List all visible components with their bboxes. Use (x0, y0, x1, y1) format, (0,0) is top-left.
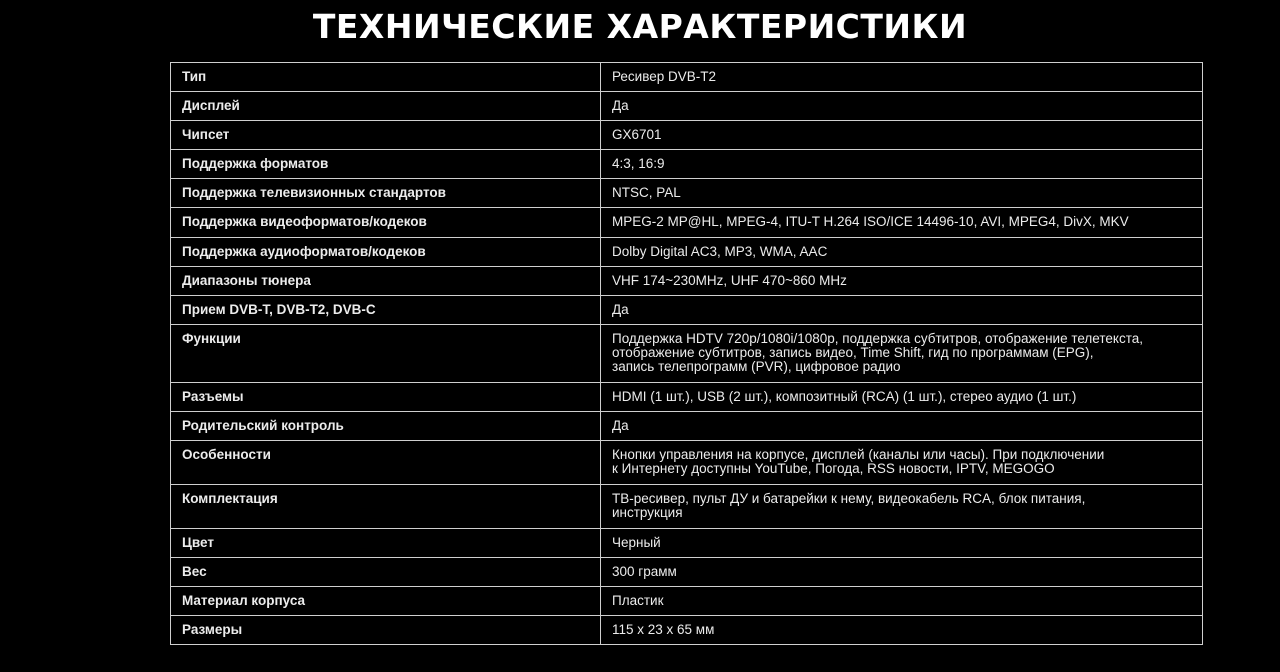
spec-value: Да (601, 296, 1203, 325)
spec-row (171, 441, 1203, 485)
spec-value: 115 x 23 x 65 мм (601, 616, 1203, 645)
spec-value: Черный (601, 529, 1203, 558)
spec-row (171, 238, 1203, 267)
spec-label: Чипсет (171, 121, 601, 150)
spec-label: Особенности (171, 441, 601, 485)
spec-value: GX6701 (601, 121, 1203, 150)
spec-row (171, 529, 1203, 558)
spec-row (171, 267, 1203, 296)
spec-row (171, 412, 1203, 441)
spec-label: Материал корпуса (171, 587, 601, 616)
spec-row (171, 587, 1203, 616)
spec-value: Кнопки управления на корпусе, дисплей (каналы или часы). При подключении к Интернету доступны YouTube, Погода, RSS новости, IPTV, MEGOGO (601, 441, 1203, 485)
spec-row (171, 92, 1203, 121)
spec-value: ТВ-ресивер, пульт ДУ и батарейки к нему, видеокабель RCA, блок питания, инструкция (601, 485, 1203, 529)
spec-label: Родительский контроль (171, 412, 601, 441)
spec-row (171, 485, 1203, 529)
spec-value: Пластик (601, 587, 1203, 616)
spec-value: Да (601, 412, 1203, 441)
spec-value: VHF 174~230MHz, UHF 470~860 MHz (601, 267, 1203, 296)
spec-value: NTSC, PAL (601, 179, 1203, 208)
spec-label: Прием DVB-T, DVB-T2, DVB-C (171, 296, 601, 325)
spec-label: Поддержка телевизионных стандартов (171, 179, 601, 208)
spec-label: Разъемы (171, 383, 601, 412)
spec-label: Размеры (171, 616, 601, 645)
spec-row (171, 616, 1203, 645)
page-title: ТЕХНИЧЕСКИЕ ХАРАКТЕРИСТИКИ (312, 7, 968, 46)
spec-row (171, 121, 1203, 150)
spec-value: Поддержка HDTV 720p/1080i/1080p, поддержка субтитров, отображение телетекста, отображение субтитров, запись видео, Time Shift, гид по программам (EPG), запись телепрограмм (PVR), цифровое радио (601, 325, 1203, 383)
spec-value: 4:3, 16:9 (601, 150, 1203, 179)
spec-row (171, 296, 1203, 325)
specs-table (170, 62, 1203, 645)
spec-label: Вес (171, 558, 601, 587)
spec-value: Ресивер DVB-T2 (601, 63, 1203, 92)
spec-row (171, 208, 1203, 238)
spec-label: Функции (171, 325, 601, 383)
spec-row (171, 383, 1203, 412)
spec-label: Поддержка аудиоформатов/кодеков (171, 238, 601, 267)
spec-label: Диапазоны тюнера (171, 267, 601, 296)
spec-row (171, 150, 1203, 179)
spec-row (171, 179, 1203, 208)
spec-value: MPEG-2 MP@HL, MPEG-4, ITU-T H.264 ISO/ICE 14496-10, AVI, MPEG4, DivX, MKV (601, 208, 1203, 238)
spec-value: HDMI (1 шт.), USB (2 шт.), композитный (RCA) (1 шт.), стерео аудио (1 шт.) (601, 383, 1203, 412)
spec-row (171, 325, 1203, 383)
spec-label: Дисплей (171, 92, 601, 121)
spec-label: Поддержка форматов (171, 150, 601, 179)
spec-label: Комплектация (171, 485, 601, 529)
spec-label: Тип (171, 63, 601, 92)
spec-value: 300 грамм (601, 558, 1203, 587)
spec-value: Dolby Digital AC3, MP3, WMA, AAC (601, 238, 1203, 267)
spec-row (171, 63, 1203, 92)
spec-label: Поддержка видеоформатов/кодеков (171, 208, 601, 238)
spec-label: Цвет (171, 529, 601, 558)
spec-value: Да (601, 92, 1203, 121)
spec-row (171, 558, 1203, 587)
specs-table-body (171, 63, 1203, 645)
